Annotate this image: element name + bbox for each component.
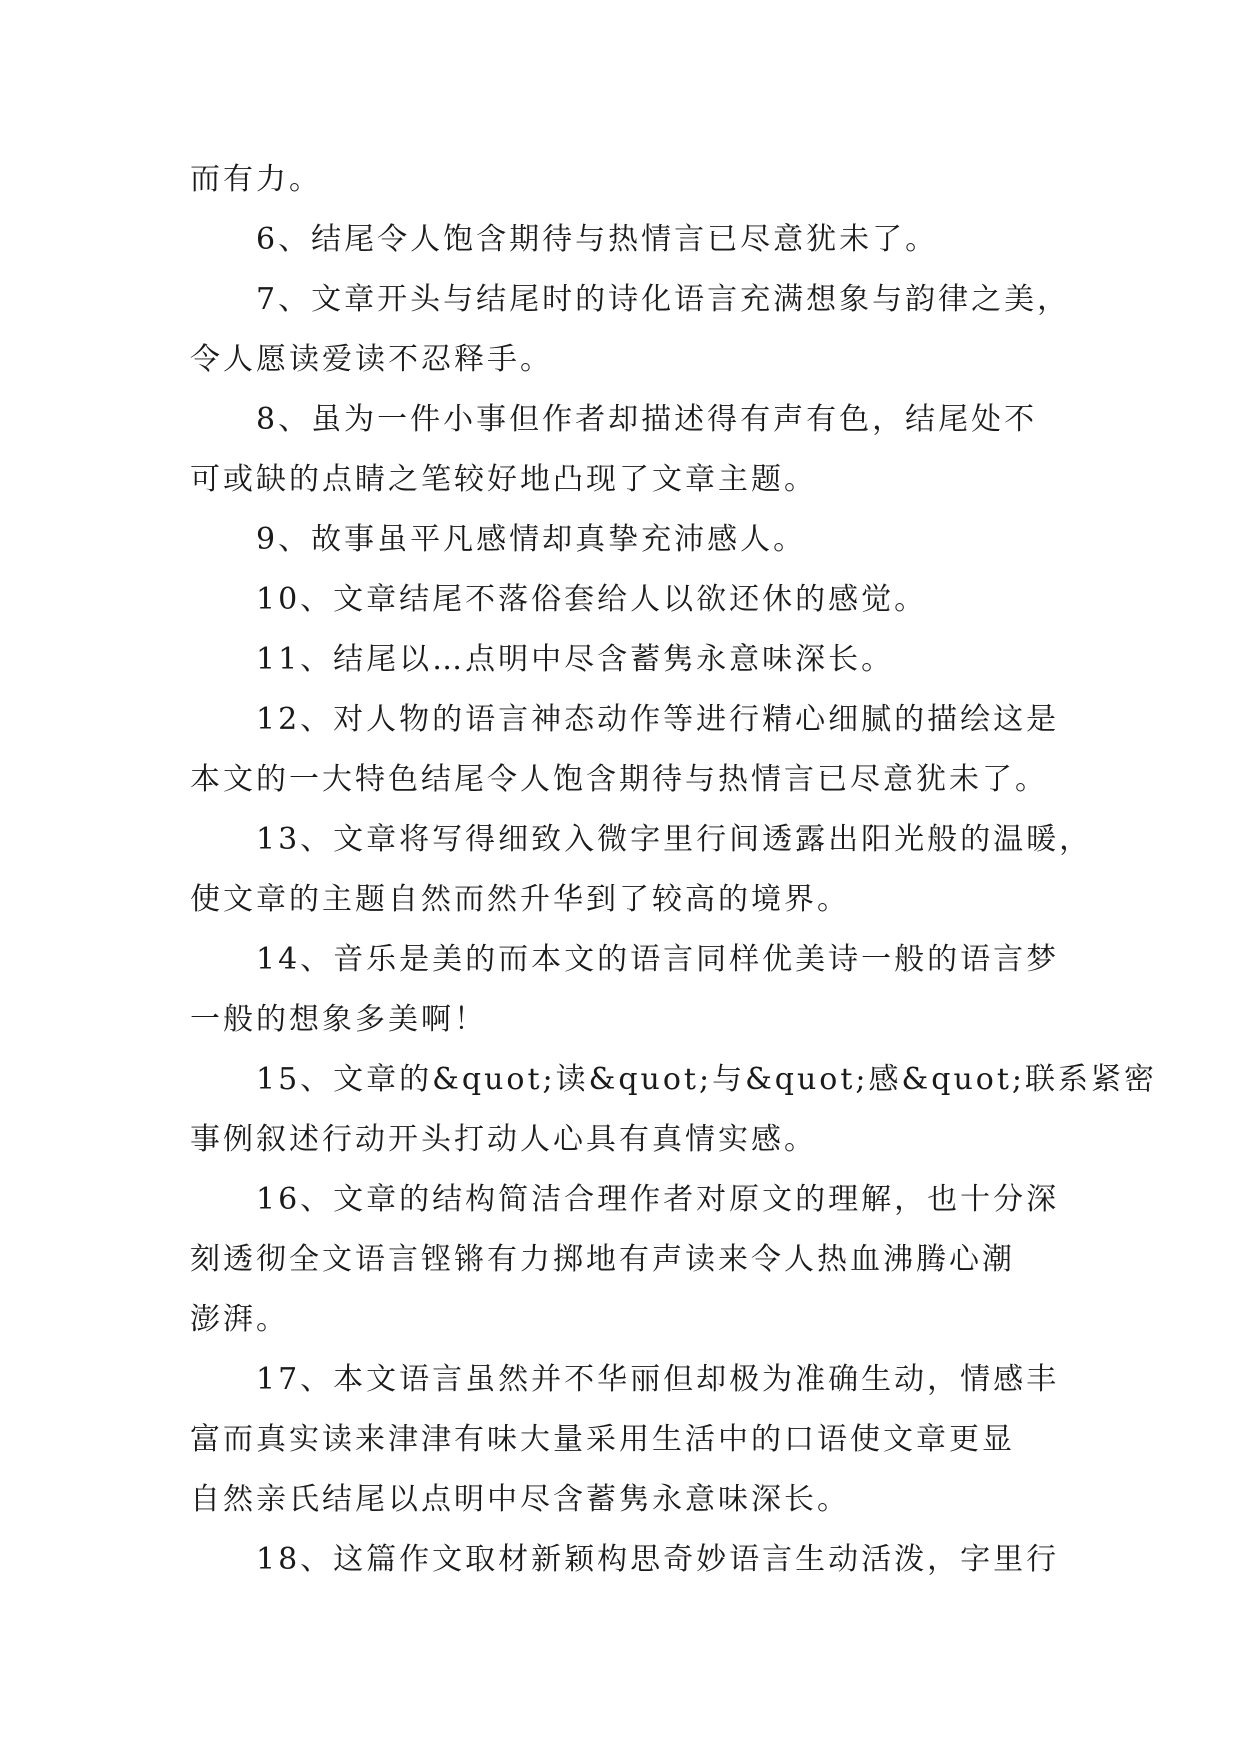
document-body: [190, 150, 1157, 1590]
text-line: 6、结尾令人饱含期待与热情言已尽意犹未了。: [256, 222, 939, 257]
text-line: 令人愿读爱读不忍释手。: [190, 342, 553, 377]
text-line: 澎湃。: [190, 1302, 289, 1337]
text-line: 11、结尾以…点明中尽含蓄隽永意味深长。: [256, 642, 895, 677]
text-line: 9、故事虽平凡感情却真挚充沛感人。: [256, 522, 807, 557]
text-line: 16、文章的结构简洁合理作者对原文的理解，也十分深: [256, 1182, 1060, 1217]
text-line: 而有力。: [190, 162, 322, 197]
text-line: 可或缺的点睛之笔较好地凸现了文章主题。: [190, 462, 817, 497]
text-line: 18、这篇作文取材新颖构思奇妙语言生动活泼，字里行: [256, 1542, 1060, 1577]
text-line: 本文的一大特色结尾令人饱含期待与热情言已尽意犹未了。: [190, 762, 1048, 797]
text-line: 富而真实读来津津有味大量采用生活中的口语使文章更显: [190, 1422, 1015, 1457]
text-line: 14、音乐是美的而本文的语言同样优美诗一般的语言梦: [256, 942, 1060, 977]
text-line: 10、文章结尾不落俗套给人以欲还休的感觉。: [256, 582, 928, 617]
text-line: 15、文章的&quot;读&quot;与&quot;感&quot;联系紧密: [256, 1062, 1157, 1097]
text-line: 一般的想象多美啊！: [190, 1002, 487, 1037]
text-line: 事例叙述行动开头打动人心具有真情实感。: [190, 1122, 817, 1157]
text-line: 17、本文语言虽然并不华丽但却极为准确生动，情感丰: [256, 1362, 1060, 1397]
text-line: 8、虽为一件小事但作者却描述得有声有色，结尾处不: [256, 402, 1038, 437]
text-line: 刻透彻全文语言铿锵有力掷地有声读来令人热血沸腾心潮: [190, 1242, 1015, 1277]
text-line: 自然亲氏结尾以点明中尽含蓄隽永意味深长。: [190, 1482, 850, 1517]
text-line: 使文章的主题自然而然升华到了较高的境界。: [190, 882, 850, 917]
text-line: 12、对人物的语言神态动作等进行精心细腻的描绘这是: [256, 702, 1060, 737]
text-line: 13、文章将写得细致入微字里行间透露出阳光般的温暖，: [256, 822, 1093, 857]
text-line: 7、文章开头与结尾时的诗化语言充满想象与韵律之美，: [256, 282, 1071, 317]
